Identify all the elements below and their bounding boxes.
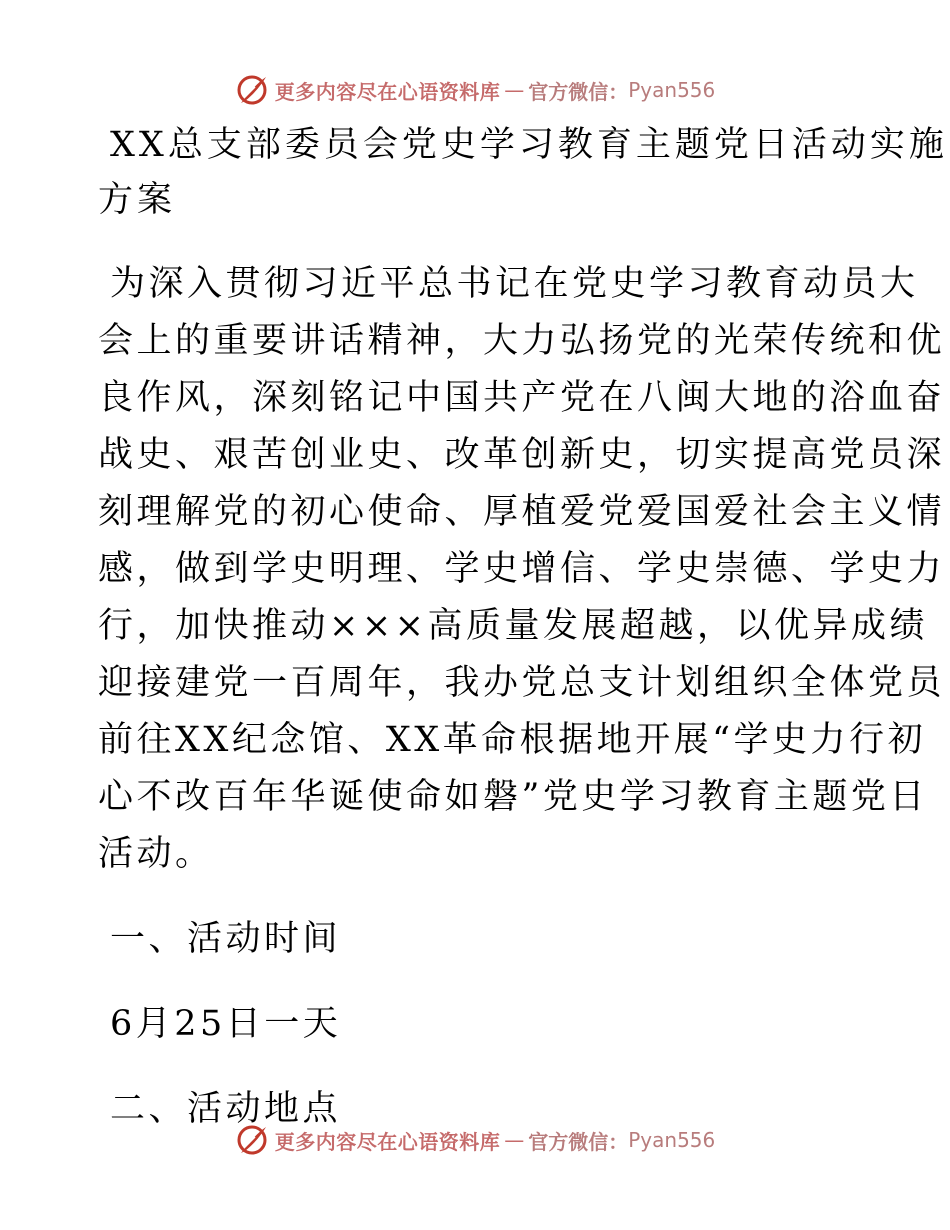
watermark-site-text: 更多内容尽在心语资料库 <box>274 1129 501 1154</box>
feather-logo-icon <box>235 73 269 107</box>
section-1-heading: 一、活动时间 <box>110 919 342 959</box>
intro-line: 会上的重要讲话精神，大力弘扬党的光荣传统和优 <box>98 321 946 361</box>
spacer <box>98 883 858 911</box>
intro-line: 战史、艰苦创业史、改革创新史，切实提高党员深 <box>98 435 946 475</box>
intro-line: 刻理解党的初心使命、厚植爱党爱国爱社会主义情 <box>98 492 946 532</box>
spacer <box>98 228 858 256</box>
document-title-line-2: 方案 <box>98 180 177 220</box>
document-title-line-1: XX总支部委员会党史学习教育主题党日活动实施 <box>110 125 948 165</box>
watermark-wechat-id: Pyan556 <box>628 78 716 102</box>
spacer <box>98 968 858 996</box>
watermark-site-text: 更多内容尽在心语资料库 <box>274 79 501 104</box>
intro-paragraph <box>98 256 946 883</box>
intro-line: 感，做到学史明理、学史增信、学史崇德、学史力 <box>98 549 946 589</box>
watermark-brand-text: 官方微信： <box>528 79 629 104</box>
intro-line: 行，加快推动×××高质量发展超越，以优异成绩 <box>98 606 928 646</box>
intro-line: 良作风，深刻铭记中国共产党在八闽大地的浴血奋 <box>98 378 946 418</box>
watermark-footer <box>0 1120 950 1160</box>
watermark-wechat-id: Pyan556 <box>628 1128 716 1152</box>
watermark-dash: — <box>504 1128 525 1152</box>
section-2-heading: 二、活动地点 <box>110 1089 342 1129</box>
intro-line: 活动。 <box>98 834 214 874</box>
intro-line: 迎接建党一百周年，我办党总支计划组织全体党员 <box>98 663 946 703</box>
intro-line: 心不改百年华诞使命如磐”党史学习教育主题党日 <box>98 777 928 817</box>
section-1-body: 6月25日一天 <box>110 1004 342 1044</box>
watermark-header <box>0 70 950 110</box>
intro-line: 为深入贯彻习近平总书记在党史学习教育动员大 <box>110 264 919 304</box>
document-body <box>98 118 948 1138</box>
watermark-dash: — <box>504 78 525 102</box>
feather-logo-icon <box>235 1123 269 1157</box>
intro-line: 前往XX纪念馆、XX革命根据地开展“学史力行初 <box>98 720 927 760</box>
spacer <box>98 1053 858 1081</box>
watermark-brand-text: 官方微信： <box>528 1129 629 1154</box>
